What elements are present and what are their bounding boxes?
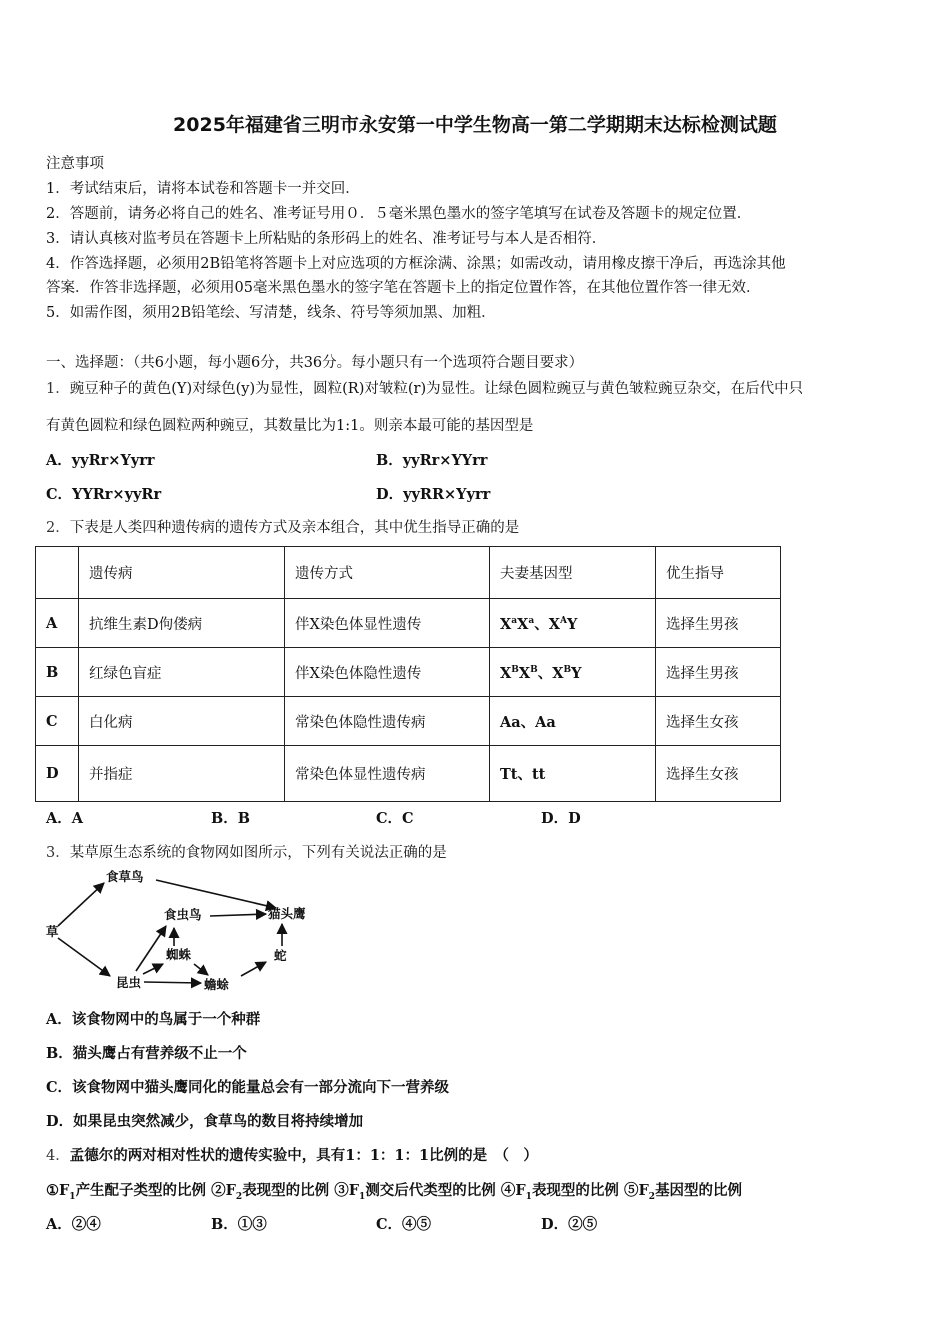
- notice-item: 4．作答选择题，必须用2B铅笔将答题卡上对应选项的方框涂满、涂黑；如需改动，请用橡皮擦干净后，再选涂其他: [46, 256, 786, 272]
- q2-option-d[interactable]: D．D: [541, 810, 581, 827]
- q3-option-d[interactable]: D．如果昆虫突然减少，食草鸟的数目将持续增加: [46, 1113, 364, 1130]
- node-herbivore-bird: 食草鸟: [106, 869, 144, 884]
- genotype-cell: $X^aX^a$、$X^AY$: [490, 599, 656, 648]
- q2-option-b[interactable]: B．B: [211, 810, 251, 827]
- table-row: A 抗维生素D佝偻病 伴X染色体显性遗传 $X^aX^a$、$X^AY$ 选择生男孩: [36, 599, 781, 648]
- arrow-insect-to-toad: [144, 982, 201, 983]
- table-header-cell: 遗传病: [79, 547, 285, 599]
- notice-heading: 注意事项: [46, 156, 104, 172]
- q1-option-d[interactable]: D．yyRR×Yyrr: [376, 486, 491, 503]
- node-snake: 蛇: [274, 948, 287, 963]
- table-row: C 白化病 常染色体隐性遗传病 Aa、Aa 选择生女孩: [36, 697, 781, 746]
- genotype-cell: $X^BX^B$、$X^BY$: [490, 648, 656, 697]
- section-heading: 一、选择题：（共6小题，每小题6分，共36分。每小题只有一个选项符合题目要求）: [46, 355, 584, 371]
- q1-option-a[interactable]: A．yyRr×Yyrr: [46, 452, 155, 469]
- arrow-insect-to-spider: [143, 964, 163, 974]
- q3-option-b[interactable]: B．猫头鹰占有营养级不止一个: [46, 1045, 247, 1062]
- table-row: B 红绿色盲症 伴X染色体隐性遗传 $X^BX^B$、$X^BY$ 选择生男孩: [36, 648, 781, 697]
- question-number: 3．: [46, 845, 70, 861]
- q4-option-b[interactable]: B．①③: [211, 1216, 267, 1233]
- question-number: 2．: [46, 520, 70, 536]
- genotype-cell: Tt、tt: [490, 746, 656, 802]
- node-toad: 蟾蜍: [204, 977, 230, 992]
- arrow-grass-to-insect: [58, 938, 110, 976]
- q4-option-a[interactable]: A．②④: [46, 1216, 101, 1233]
- arrow-herbivore-bird-to-owl: [156, 880, 276, 908]
- q3-option-a[interactable]: A．该食物网中的鸟属于一个种群: [46, 1011, 261, 1028]
- node-insect: 昆虫: [116, 975, 142, 990]
- question-1-stem: 1．豌豆种子的黄色(Y)对绿色(y)为显性，圆粒(R)对皱粒(r)为显性。让绿色圆粒豌豆与黄色皱粒豌豆杂交，在后代中只: [46, 381, 804, 397]
- node-insectivore-bird: 食虫鸟: [164, 907, 202, 922]
- q2-option-c[interactable]: C．C: [376, 810, 414, 827]
- q2-option-a[interactable]: A．A: [46, 810, 84, 827]
- table-header-cell: 夫妻基因型: [490, 547, 656, 599]
- q1-option-b[interactable]: B．yyRr×YYrr: [376, 452, 488, 469]
- question-number: 4．: [46, 1148, 70, 1164]
- notice-item: 3．请认真核对监考员在答题卡上所粘贴的条形码上的姓名、准考证号与本人是否相符．: [46, 231, 607, 247]
- arrow-grass-to-herbivore-bird: [58, 883, 104, 926]
- question-4-stem: 4．孟德尔的两对相对性状的遗传实验中，具有1：1：1：1比例的是 （ ）: [46, 1147, 538, 1164]
- table-header-cell: [36, 547, 79, 599]
- q4-option-c[interactable]: C．④⑤: [376, 1216, 432, 1233]
- genotype-cell: Aa、Aa: [490, 697, 656, 746]
- table-header-cell: 优生指导: [656, 547, 781, 599]
- node-owl: 猫头鹰: [268, 906, 306, 921]
- table-header-cell: 遗传方式: [285, 547, 490, 599]
- notice-item: 5．如需作图，须用2B铅笔绘、写清楚，线条、符号等须加黑、加粗．: [46, 305, 496, 321]
- question-1-stem-cont: 有黄色圆粒和绿色圆粒两种豌豆，其数量比为1:1。则亲本最可能的基因型是: [46, 418, 534, 434]
- question-3-stem: 3．某草原生态系统的食物网如图所示，下列有关说法正确的是: [46, 845, 447, 861]
- notice-item: 2．答题前，请务必将自己的姓名、准考证号用０．５毫米黑色墨水的签字笔填写在试卷及答题卡的规定位置．: [46, 206, 752, 222]
- genetic-disease-table: [35, 546, 781, 802]
- food-web-diagram: [46, 868, 336, 998]
- notice-item: 1．考试结束后，请将本试卷和答题卡一并交回．: [46, 181, 360, 197]
- node-spider: 蜘蛛: [166, 947, 192, 962]
- node-grass: 草: [46, 924, 59, 939]
- arrow-insectivore-bird-to-owl: [210, 914, 266, 916]
- arrow-spider-to-toad: [194, 964, 208, 975]
- table-header-row: [36, 547, 781, 599]
- question-2-stem: 2．下表是人类四种遗传病的遗传方式及亲本组合，其中优生指导正确的是: [46, 520, 520, 536]
- q1-option-c[interactable]: C．YYRr×yyRr: [46, 486, 162, 503]
- notice-item: 答案．作答非选择题，必须用05毫米黑色墨水的签字笔在答题卡上的指定位置作答，在其他位置作答一律无效．: [46, 280, 761, 296]
- q4-statements: $①F_1$产生配子类型的比例 $②F_2$表现型的比例 $③F_1$测交后代类型的比例 $④F_1$表现型的比例 $⑤F_2$基因型的比例: [46, 1182, 743, 1202]
- q4-option-d[interactable]: D．②⑤: [541, 1216, 598, 1233]
- arrow-toad-to-snake: [241, 962, 266, 976]
- q3-option-c[interactable]: C．该食物网中猫头鹰同化的能量总会有一部分流向下一营养级: [46, 1079, 450, 1096]
- question-number: 1．: [46, 381, 70, 397]
- table-row: D 并指症 常染色体显性遗传病 Tt、tt 选择生女孩: [36, 746, 781, 802]
- page-title: 2025年福建省三明市永安第一中学生物高一第二学期期末达标检测试题: [173, 114, 777, 136]
